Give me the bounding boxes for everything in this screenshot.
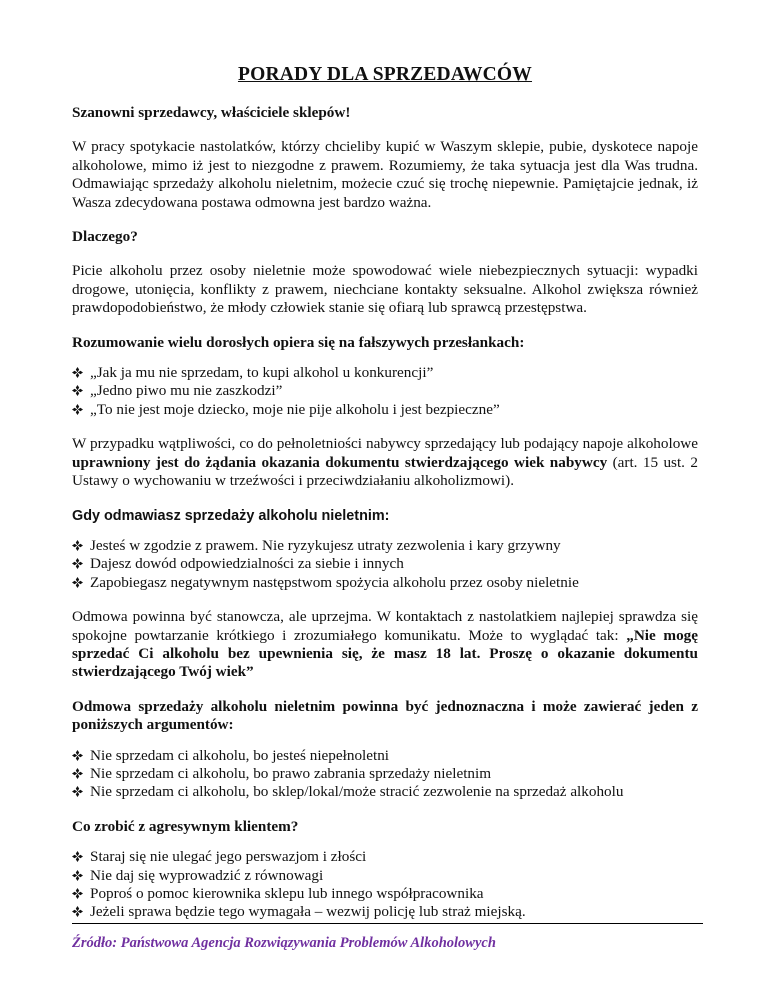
list-item: Zapobiegasz negatywnym następstwom spożycia alkoholu przez osoby nieletnie [72,574,698,592]
list-item: Nie daj się wyprowadzić z równowagi [72,867,698,885]
intro-paragraph: W pracy spotykacie nastolatków, którzy chcieliby kupić w Waszym sklepie, pubie, dyskotece napoje alkoholowe, mimo iż jest to niezgodne z prawem. Rozumiemy, że taka sytuacja jest dla Was trudna. Odmawiając sprzedaży alkoholu nieletnim, możecie czuć się trochę niepewnie. Pamiętajcie jednak, iż Wasza zdecydowana postawa odmowna jest bardzo ważna. [72,138,698,211]
four-diamond-bullet-icon [72,786,83,797]
aggressive-list [72,848,698,922]
four-diamond-bullet-icon [72,906,83,917]
four-diamond-bullet-icon [72,851,83,862]
four-diamond-bullet-icon [72,558,83,569]
refusal-example-quote: „Nie mogę sprzedać Ci alkoholu bez upewnienia się, że masz 18 lat. Proszę o okazanie dokumentu stwierdzającego Twój wiek” [72,626,698,681]
why-paragraph: Picie alkoholu przez osoby nieletnie może spowodować wiele niebezpiecznych sytuacji: wypadki drogowe, utonięcia, konflikty z prawem, niechciane kontakty seksualne. Alkohol zwiększa również prawdopodobieństwo, że młody człowiek stanie się ofiarą lub sprawcą przestępstwa. [72,262,698,317]
false-premises-list [72,364,698,419]
four-diamond-bullet-icon [72,577,83,588]
doubt-paragraph: W przypadku wątpliwości, co do pełnoletniości nabywcy sprzedający lub podający napoje alkoholowe uprawniony jest do żądania okazania dokumentu stwierdzającego wiek nabywcy (art. 15 ust. 2 Ustawy o wychowaniu w trzeźwości i przeciwdziałaniu alkoholizmowi). [72,435,698,490]
four-diamond-bullet-icon [72,870,83,881]
four-diamond-bullet-icon [72,540,83,551]
aggressive-heading: Co zrobić z agresywnym klientem? [72,817,299,835]
source-line [72,934,698,952]
list-item: „Jak ja mu nie sprzedam, to kupi alkohol u konkurencji” [72,364,698,382]
four-diamond-bullet-icon [72,385,83,396]
four-diamond-bullet-icon [72,750,83,761]
four-diamond-bullet-icon [72,888,83,899]
arguments-heading: Odmowa sprzedaży alkoholu nieletnim powinna być jednoznaczna i może zawierać jeden z poniższych argumentów: [72,697,698,734]
list-item: Poproś o pomoc kierownika sklepu lub innego współpracownika [72,885,698,903]
refuse-list [72,537,698,592]
doubt-emphasis: uprawniony jest do żądania okazania dokumentu stwierdzającego wiek nabywcy [72,453,608,471]
list-item: Jeżeli sprawa będzie tego wymagała – wezwij policję lub straż miejską. [72,903,698,921]
why-heading: Dlaczego? [72,228,138,246]
four-diamond-bullet-icon [72,367,83,378]
refuse-heading: Gdy odmawiasz sprzedaży alkoholu nieletnim: [72,507,390,524]
list-item: „Jedno piwo mu nie zaszkodzi” [72,382,698,400]
list-item: Jesteś w zgodzie z prawem. Nie ryzykujesz utraty zezwolenia i kary grzywny [72,537,698,555]
refusal-style-paragraph: Odmowa powinna być stanowcza, ale uprzejma. W kontaktach z nastolatkiem najlepiej sprawdza się spokojne powtarzanie krótkiego i zrozumiałego komunikatu. Może to wyglądać tak: „Nie mogę sprzedać Ci alkoholu bez upewnienia się, że masz 18 lat. Proszę o okazanie dokumentu stwierdzającego Twój wiek” [72,608,698,681]
greeting: Szanowni sprzedawcy, właściciele sklepów! [72,104,351,121]
list-item: „To nie jest moje dziecko, moje nie pije alkoholu i jest bezpieczne” [72,401,698,419]
arguments-list [72,747,698,802]
list-item: Dajesz dowód odpowiedzialności za siebie i innych [72,555,698,573]
list-item: Nie sprzedam ci alkoholu, bo jesteś niepełnoletni [72,747,698,765]
four-diamond-bullet-icon [72,404,83,415]
false-premises-heading: Rozumowanie wielu dorosłych opiera się na fałszywych przesłankach: [72,333,525,351]
list-item: Nie sprzedam ci alkoholu, bo sklep/lokal/może stracić zezwolenie na sprzedaż alkoholu [72,783,698,801]
page-title: PORADY DLA SPRZEDAWCÓW [237,64,533,85]
source-text: Źródło: Państwowa Agencja Rozwiązywania Problemów Alkoholowych [72,934,496,951]
list-item: Nie sprzedam ci alkoholu, bo prawo zabrania sprzedaży nieletnim [72,765,698,783]
horizontal-divider [72,923,703,924]
four-diamond-bullet-icon [72,768,83,779]
list-item: Staraj się nie ulegać jego perswazjom i złości [72,848,698,866]
